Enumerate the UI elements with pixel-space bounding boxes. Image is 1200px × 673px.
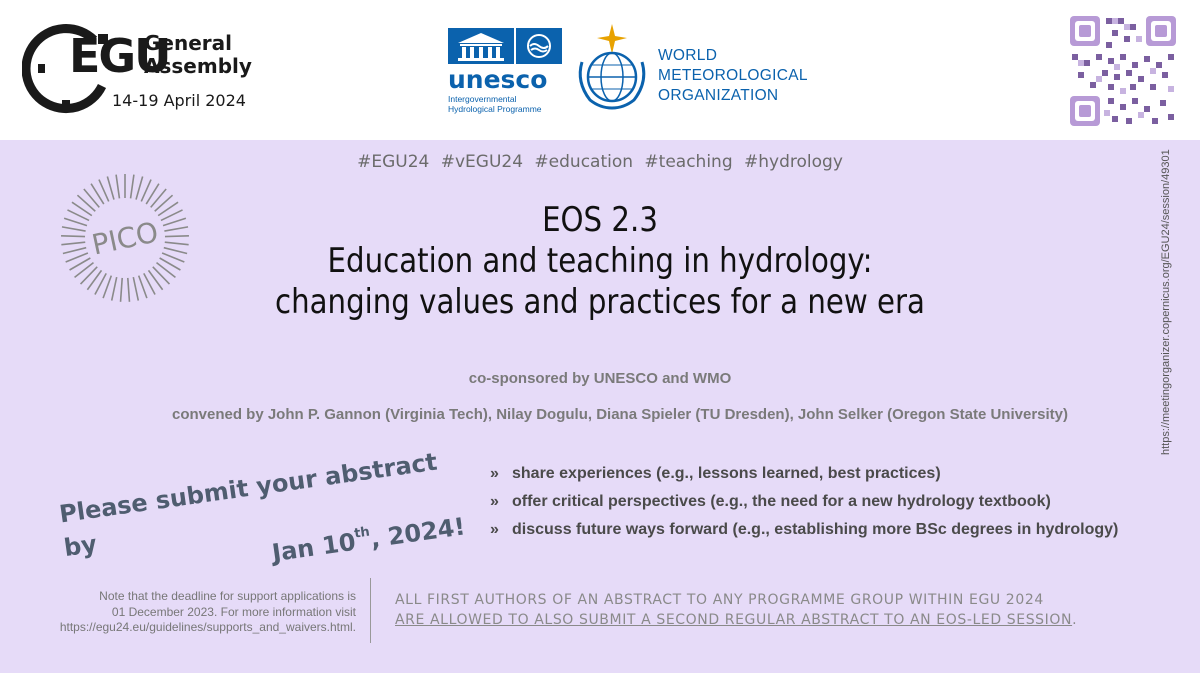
note-line1: Note that the deadline for support applications is — [99, 589, 356, 603]
egu-logo — [22, 18, 262, 118]
first-authors-line1: ALL FIRST AUTHORS OF AN ABSTRACT TO ANY PROGRAMME GROUP WITHIN EGU 2024 — [395, 592, 1044, 608]
unesco-ihp-line1: Intergovernmental — [448, 94, 517, 104]
wmo-line1: WORLD — [658, 47, 718, 64]
unesco-logo — [448, 28, 562, 114]
unesco-temple-icon — [448, 28, 514, 64]
submit-date: Jan 10 — [270, 527, 358, 568]
egu-general-assembly — [144, 32, 252, 78]
unesco-name: unesco — [448, 65, 548, 94]
pico-badge — [55, 168, 195, 308]
first-authors-line2: ARE ALLOWED TO ALSO SUBMIT A SECOND REGULAR ABSTRACT TO AN EOS-LED SESSION — [395, 612, 1073, 628]
support-note — [56, 589, 356, 636]
session-title-line2: changing values and practices for a new era — [275, 282, 925, 322]
bullet-list — [490, 460, 1118, 544]
submit-year: , 2024! — [368, 512, 467, 554]
egu-wordmark: EGU — [69, 29, 170, 83]
list-item — [490, 516, 1118, 544]
wmo-line2: METEOROLOGICAL — [658, 67, 808, 84]
bullet-text: offer critical perspectives (e.g., the need for a new hydrology textbook) — [512, 493, 1051, 510]
session-title — [239, 200, 961, 323]
session-title-line1: Education and teaching in hydrology: — [327, 241, 873, 281]
wmo-line3: ORGANIZATION — [658, 87, 779, 104]
conveners-text: convened by John P. Gannon (Virginia Tech), Nilay Dogulu, Diana Spieler (TU Dresden), John Selker (Oregon State University) — [171, 406, 1068, 423]
list-item — [490, 488, 1118, 516]
submit-line1: Please submit your abstract by — [57, 447, 439, 563]
pico-burst-icon — [55, 168, 195, 308]
unesco-ihp-line2: Hydrological Programme — [448, 104, 542, 114]
water-drop-icon — [516, 28, 562, 64]
bullet-marker: » — [490, 493, 499, 510]
wmo-name — [658, 46, 808, 106]
session-url[interactable]: https://meetingorganizer.copernicus.org/EGU24/session/49301 — [1160, 149, 1172, 455]
bullet-marker: » — [490, 521, 499, 538]
footer-divider — [370, 578, 371, 643]
egu-sub-line1: General — [144, 31, 232, 55]
note-line3[interactable]: https://egu24.eu/guidelines/supports_and_waivers.html. — [59, 620, 356, 634]
note-line2: 01 December 2023. For more information visit — [111, 604, 356, 619]
first-authors-note — [395, 590, 1077, 630]
first-authors-period: . — [1072, 612, 1078, 628]
bullet-text: discuss future ways forward (e.g., establishing more BSc degrees in hydrology) — [512, 521, 1119, 538]
qr-code-icon[interactable] — [1068, 14, 1178, 128]
pico-label: PICO — [89, 215, 162, 262]
submit-date-suffix: th — [353, 524, 371, 542]
bullet-text: share experiences (e.g., lessons learned, best practices) — [512, 465, 941, 482]
list-item — [490, 460, 1118, 488]
unesco-ihp — [448, 94, 562, 114]
egu-sub-line2: Assembly — [144, 54, 252, 78]
bullet-marker: » — [490, 465, 499, 482]
session-code: EOS 2.3 — [542, 200, 658, 240]
cosponsor-text: co-sponsored by UNESCO and WMO — [468, 370, 732, 387]
wmo-emblem-icon — [572, 22, 652, 112]
hashtags: #EGU24 #vEGU24 #education #teaching #hydrology — [357, 152, 843, 172]
egu-dates: 14-19 April 2024 — [112, 91, 246, 110]
